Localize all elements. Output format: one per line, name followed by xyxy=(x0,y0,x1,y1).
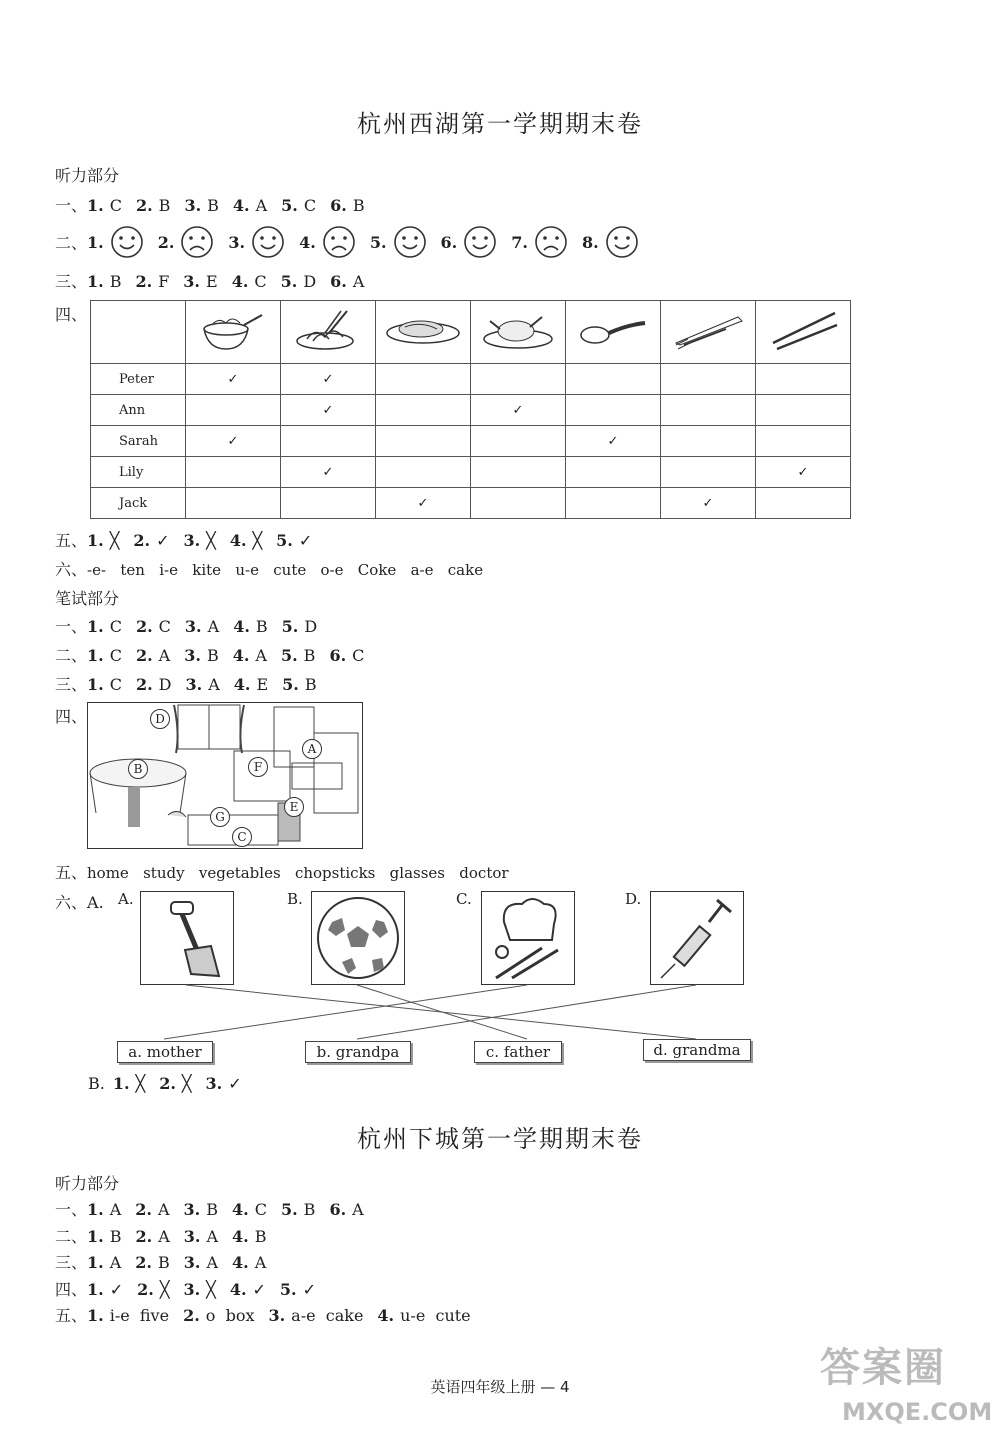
check-cell xyxy=(661,426,756,457)
answer-item: 4. B xyxy=(233,617,268,636)
page-footer: 英语四年级上册 — 4 xyxy=(430,1378,570,1396)
exam1-w5: 五、home study vegetables chopsticks glasses doctor xyxy=(55,863,509,882)
answer-item: 2. A xyxy=(135,646,171,665)
answer-item: 1. B xyxy=(87,1227,122,1246)
answer-item: 1. i-e five xyxy=(87,1306,170,1325)
check-cell xyxy=(281,426,376,457)
check-cell: ✓ xyxy=(281,395,376,426)
answer-item: 4. A xyxy=(232,196,268,215)
exam2-l3: 三、1. A 2. B 3. A 4. A xyxy=(55,1253,267,1272)
shovel-icon xyxy=(140,891,234,985)
vocab-answers: home study vegetables chopsticks glasses doctor xyxy=(87,864,509,882)
answer-item: 4. C xyxy=(232,1200,267,1219)
knife-fork-icon xyxy=(661,301,756,364)
exam1-title: 杭州西湖第一学期期末卷 xyxy=(357,110,643,138)
smile-face-icon xyxy=(605,225,639,259)
word-box-grandma: d. grandma xyxy=(643,1039,751,1061)
check-cell xyxy=(186,395,281,426)
corner-cell xyxy=(91,301,186,364)
phonics-answers: -e- ten i-e kite u-e cute o-e Coke a-e cake xyxy=(87,561,484,579)
table-row xyxy=(91,364,851,395)
face-item: 2. xyxy=(158,232,215,251)
answer-item: 1. ╳ xyxy=(87,531,120,550)
exam1-l3: 三、1. B 2. F 3. E 4. C 5. D 6. A xyxy=(55,272,365,291)
answer-item: 1. ✓ xyxy=(87,1280,124,1299)
answer-item: 5. B xyxy=(282,675,317,694)
answer-item: 3. E xyxy=(183,272,218,291)
face-item: 5. xyxy=(370,232,427,251)
spoon-icon xyxy=(566,301,661,364)
face-answers xyxy=(87,232,653,251)
student-name: Ann xyxy=(91,395,186,426)
answer-item: 2. o box xyxy=(183,1306,255,1325)
check-cell: ✓ xyxy=(186,426,281,457)
check-cell xyxy=(756,488,851,519)
check-cell xyxy=(566,457,661,488)
answer-item: 5. D xyxy=(280,272,317,291)
check-cell xyxy=(661,395,756,426)
exam1-l1: 一、1. C 2. B 3. B 4. A 5. C 6. B xyxy=(55,196,365,215)
face-item: 6. xyxy=(441,232,498,251)
room-picture xyxy=(87,702,363,849)
exam2-l2: 二、1. B 2. A 3. A 4. B xyxy=(55,1227,267,1246)
answer-item: 2. ✓ xyxy=(133,531,170,550)
answer-item: 2. ╳ xyxy=(137,1280,170,1299)
check-cell xyxy=(471,426,566,457)
student-name: Lily xyxy=(91,457,186,488)
answer-item: 4. ╳ xyxy=(229,531,263,550)
exam1-l4-label: 四、 xyxy=(55,305,88,324)
answer-item: 1. C xyxy=(87,646,122,665)
answer-item: 1. B xyxy=(87,272,122,291)
room-label: A xyxy=(302,739,322,759)
exam1-w6: 六、A. xyxy=(55,893,104,912)
check-cell: ✓ xyxy=(471,395,566,426)
check-cell xyxy=(376,426,471,457)
sad-face-icon xyxy=(180,225,214,259)
check-cell: ✓ xyxy=(281,364,376,395)
smile-face-icon xyxy=(110,225,144,259)
face-item: 1. xyxy=(87,232,144,251)
exam1-l5: 五、1. ╳ 2. ✓ 3. ╳ 4. ╳ 5. ✓ xyxy=(55,531,313,550)
word-box-father: c. father xyxy=(474,1041,562,1063)
exam2-listening-heading: 听力部分 xyxy=(55,1174,120,1193)
room-label: F xyxy=(248,757,268,777)
answer-item: 1. A xyxy=(87,1253,122,1272)
noodles-soup-icon xyxy=(186,301,281,364)
student-name: Jack xyxy=(91,488,186,519)
answer-item: 5. C xyxy=(281,196,317,215)
watermark-logo: 答案圈 xyxy=(820,1345,946,1391)
answer-item: 2. A xyxy=(135,1200,170,1219)
watermark-url: MXQE.COM xyxy=(842,1398,993,1426)
answer-item: 1. C xyxy=(87,196,122,215)
check-cell xyxy=(376,457,471,488)
answer-item: 1. A xyxy=(87,1200,122,1219)
answer-item: 1. ╳ xyxy=(112,1074,146,1093)
check-cell xyxy=(471,364,566,395)
answer-item: 2. F xyxy=(135,272,170,291)
writing-heading: 笔试部分 xyxy=(55,589,120,608)
exam2-title: 杭州下城第一学期期末卷 xyxy=(357,1125,643,1153)
answer-item: 3. A xyxy=(184,617,220,636)
exam1-l6: 六、-e- ten i-e kite u-e cute o-e Coke a-e cake xyxy=(55,560,484,579)
picture-label-a: A. xyxy=(118,890,134,908)
check-cell xyxy=(471,457,566,488)
football-icon xyxy=(311,891,405,985)
table-row xyxy=(91,457,851,488)
table-row xyxy=(91,488,851,519)
check-cell: ✓ xyxy=(756,457,851,488)
check-cell: ✓ xyxy=(281,457,376,488)
answer-item: 3. A xyxy=(185,675,220,694)
word-box-mother: a. mother xyxy=(117,1041,213,1063)
answer-item: 1. C xyxy=(87,617,122,636)
answer-item: 4. E xyxy=(233,675,269,694)
answer-item: 2. A xyxy=(135,1227,170,1246)
answer-item: 4. A xyxy=(232,1253,267,1272)
exam1-w1: 一、1. C 2. C 3. A 4. B 5. D xyxy=(55,617,318,636)
exam1-w6-b: B. 1. ╳ 2. ╳ 3. ✓ xyxy=(88,1074,242,1093)
answer-item: 3. ╳ xyxy=(183,1280,216,1299)
answer-item: 6. B xyxy=(330,196,365,215)
answer-item: 1. C xyxy=(87,675,122,694)
check-cell xyxy=(376,364,471,395)
check-cell xyxy=(566,488,661,519)
answer-item: 2. ╳ xyxy=(159,1074,192,1093)
answer-item: 4. u-e cute xyxy=(377,1306,471,1325)
table-header-row xyxy=(91,301,851,364)
matching-lines xyxy=(0,983,1000,1043)
answer-item: 4. B xyxy=(232,1227,267,1246)
exam2-l4: 四、1. ✓ 2. ╳ 3. ╳ 4. ✓ 5. ✓ xyxy=(55,1280,317,1299)
picture-label-b: B. xyxy=(287,890,303,908)
listening-heading: 听力部分 xyxy=(55,166,120,185)
student-name: Sarah xyxy=(91,426,186,457)
food-check-table xyxy=(90,300,851,519)
part-a-label: A. xyxy=(87,893,104,912)
check-cell xyxy=(281,488,376,519)
check-cell: ✓ xyxy=(661,488,756,519)
answer-item: 3. B xyxy=(184,196,219,215)
check-cell xyxy=(756,364,851,395)
sad-face-icon xyxy=(322,225,356,259)
check-cell: ✓ xyxy=(186,364,281,395)
smile-face-icon xyxy=(463,225,497,259)
room-label: B xyxy=(128,759,148,779)
answer-item: 3. ╳ xyxy=(183,531,216,550)
exam2-l1: 一、1. A 2. A 3. B 4. C 5. B 6. A xyxy=(55,1200,364,1219)
check-cell: ✓ xyxy=(566,426,661,457)
exam1-w2: 二、1. C 2. A 3. B 4. A 5. B 6. C xyxy=(55,646,365,665)
chopsticks-icon xyxy=(756,301,851,364)
student-name: Peter xyxy=(91,364,186,395)
answer-item: 5. ✓ xyxy=(279,1280,317,1299)
check-cell xyxy=(566,395,661,426)
noodles-icon xyxy=(281,301,376,364)
answer-item: 3. A xyxy=(183,1227,219,1246)
answer-item: 2. B xyxy=(135,196,171,215)
answer-item: 3. ✓ xyxy=(205,1074,242,1093)
face-item: 8. xyxy=(582,232,639,251)
chicken-icon xyxy=(471,301,566,364)
check-cell xyxy=(186,457,281,488)
answer-item: 3. a-e cake xyxy=(268,1306,364,1325)
answer-item: 6. A xyxy=(330,272,365,291)
answer-item: 3. B xyxy=(183,1200,219,1219)
check-cell xyxy=(661,364,756,395)
room-label: C xyxy=(232,827,252,847)
answer-item: 3. A xyxy=(183,1253,219,1272)
syringe-icon xyxy=(650,891,744,985)
face-item: 7. xyxy=(511,232,568,251)
room-label: G xyxy=(210,807,230,827)
answer-item: 5. B xyxy=(280,646,316,665)
answer-item: 4. C xyxy=(231,272,267,291)
chef-hat-icon xyxy=(481,891,575,985)
answer-item: 5. B xyxy=(280,1200,316,1219)
table-row xyxy=(91,395,851,426)
check-cell xyxy=(756,426,851,457)
answer-item: 2. C xyxy=(135,617,171,636)
check-cell xyxy=(471,488,566,519)
check-cell xyxy=(376,395,471,426)
check-cell xyxy=(566,364,661,395)
answer-item: 4. A xyxy=(232,646,267,665)
answer-item: 4. ✓ xyxy=(229,1280,266,1299)
answer-item: 6. A xyxy=(329,1200,364,1219)
answer-item: 5. D xyxy=(281,617,318,636)
smile-face-icon xyxy=(251,225,285,259)
fish-icon xyxy=(376,301,471,364)
check-cell xyxy=(661,457,756,488)
exam1-w3: 三、1. C 2. D 3. A 4. E 5. B xyxy=(55,675,317,694)
room-label: E xyxy=(284,797,304,817)
face-item: 4. xyxy=(299,232,356,251)
sad-face-icon xyxy=(534,225,568,259)
answer-item: 5. ✓ xyxy=(276,531,313,550)
picture-label-c: C. xyxy=(456,890,472,908)
word-box-grandpa: b. grandpa xyxy=(305,1041,411,1063)
table-row xyxy=(91,426,851,457)
check-cell xyxy=(756,395,851,426)
exam1-l2: 二、1. 2. 3. 4. 5. 6. 7. 8. xyxy=(55,225,653,259)
answer-item: 3. B xyxy=(184,646,219,665)
check-cell xyxy=(186,488,281,519)
exam1-w4-label: 四、 xyxy=(55,707,88,726)
room-label: D xyxy=(150,709,170,729)
answer-item: 6. C xyxy=(329,646,365,665)
answer-item: 2. B xyxy=(135,1253,170,1272)
answer-item: 2. D xyxy=(135,675,172,694)
smile-face-icon xyxy=(393,225,427,259)
picture-label-d: D. xyxy=(625,890,642,908)
check-cell: ✓ xyxy=(376,488,471,519)
exam2-l5: 五、1. i-e five 2. o box 3. a-e cake 4. u-e cute xyxy=(55,1306,471,1325)
face-item: 3. xyxy=(228,232,285,251)
